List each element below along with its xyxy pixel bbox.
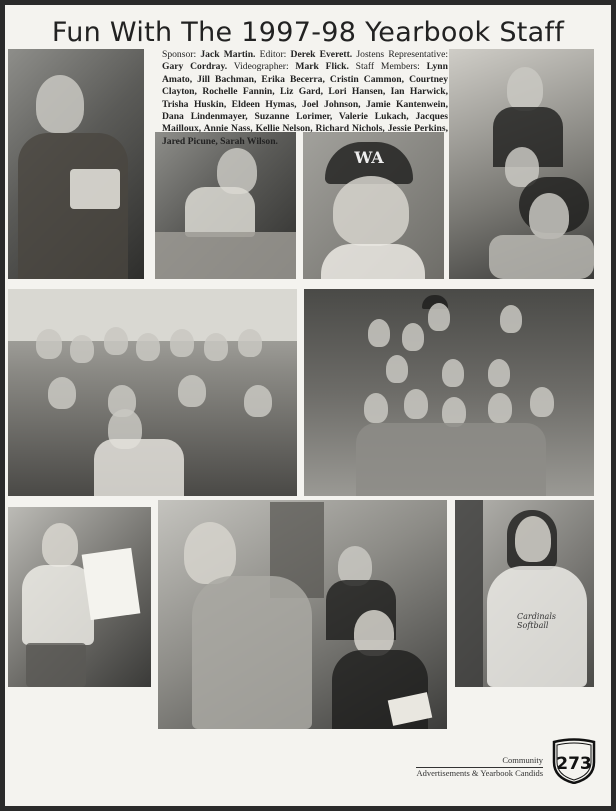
- footer-section: Community: [502, 755, 543, 765]
- cap-logo: WA: [354, 148, 384, 167]
- held-paper: [82, 548, 141, 620]
- photo-student-softball-sweatshirt: [455, 500, 594, 687]
- photo-teacher-jacket: [8, 49, 144, 279]
- page-number-shield-icon: [550, 738, 598, 784]
- photo-group-hallway: [304, 289, 594, 496]
- photo-students-smiling: [158, 500, 447, 729]
- photo-student-with-paper: [8, 507, 151, 687]
- photo-group-classroom: [8, 289, 297, 496]
- footer-subsection: Advertisements & Yearbook Candids: [416, 768, 543, 778]
- yearbook-page: [5, 5, 611, 806]
- photo-student-desk: [155, 132, 296, 279]
- staff-credits: Sponsor: Jack Martin. Editor: Derek Everett. Jostens Representative: Gary Cordray. Videographer: Mark Flick. Staff Members: Lynn Amato, Jill Bachman, Erika Becerra, Cristin Cammon, Courtney Clayton, Rochelle Fannin, Liz Gard, Lori Hansen, Ian Harwick, Trisha Huskin, Eldeen Hymas, Joel Johnson, Jamie Kantenwein, Dana Lindenmayer, Suzanne Lorimer, Valerie Lukach, Jacques Mailloux, Annie Nass, Kellie Nelson, Richard Nichols, Jessie Perkins, Jared Picune, Sarah Wilson.: [162, 49, 449, 147]
- page-title: Fun With The 1997-98 Yearbook Staff: [51, 17, 565, 48]
- sweatshirt-text: Cardinals Softball: [517, 612, 556, 630]
- photo-students-computer: [449, 49, 594, 279]
- page-number: 273: [556, 754, 592, 774]
- photo-student-cap: [303, 132, 444, 279]
- page-footer: [416, 755, 543, 779]
